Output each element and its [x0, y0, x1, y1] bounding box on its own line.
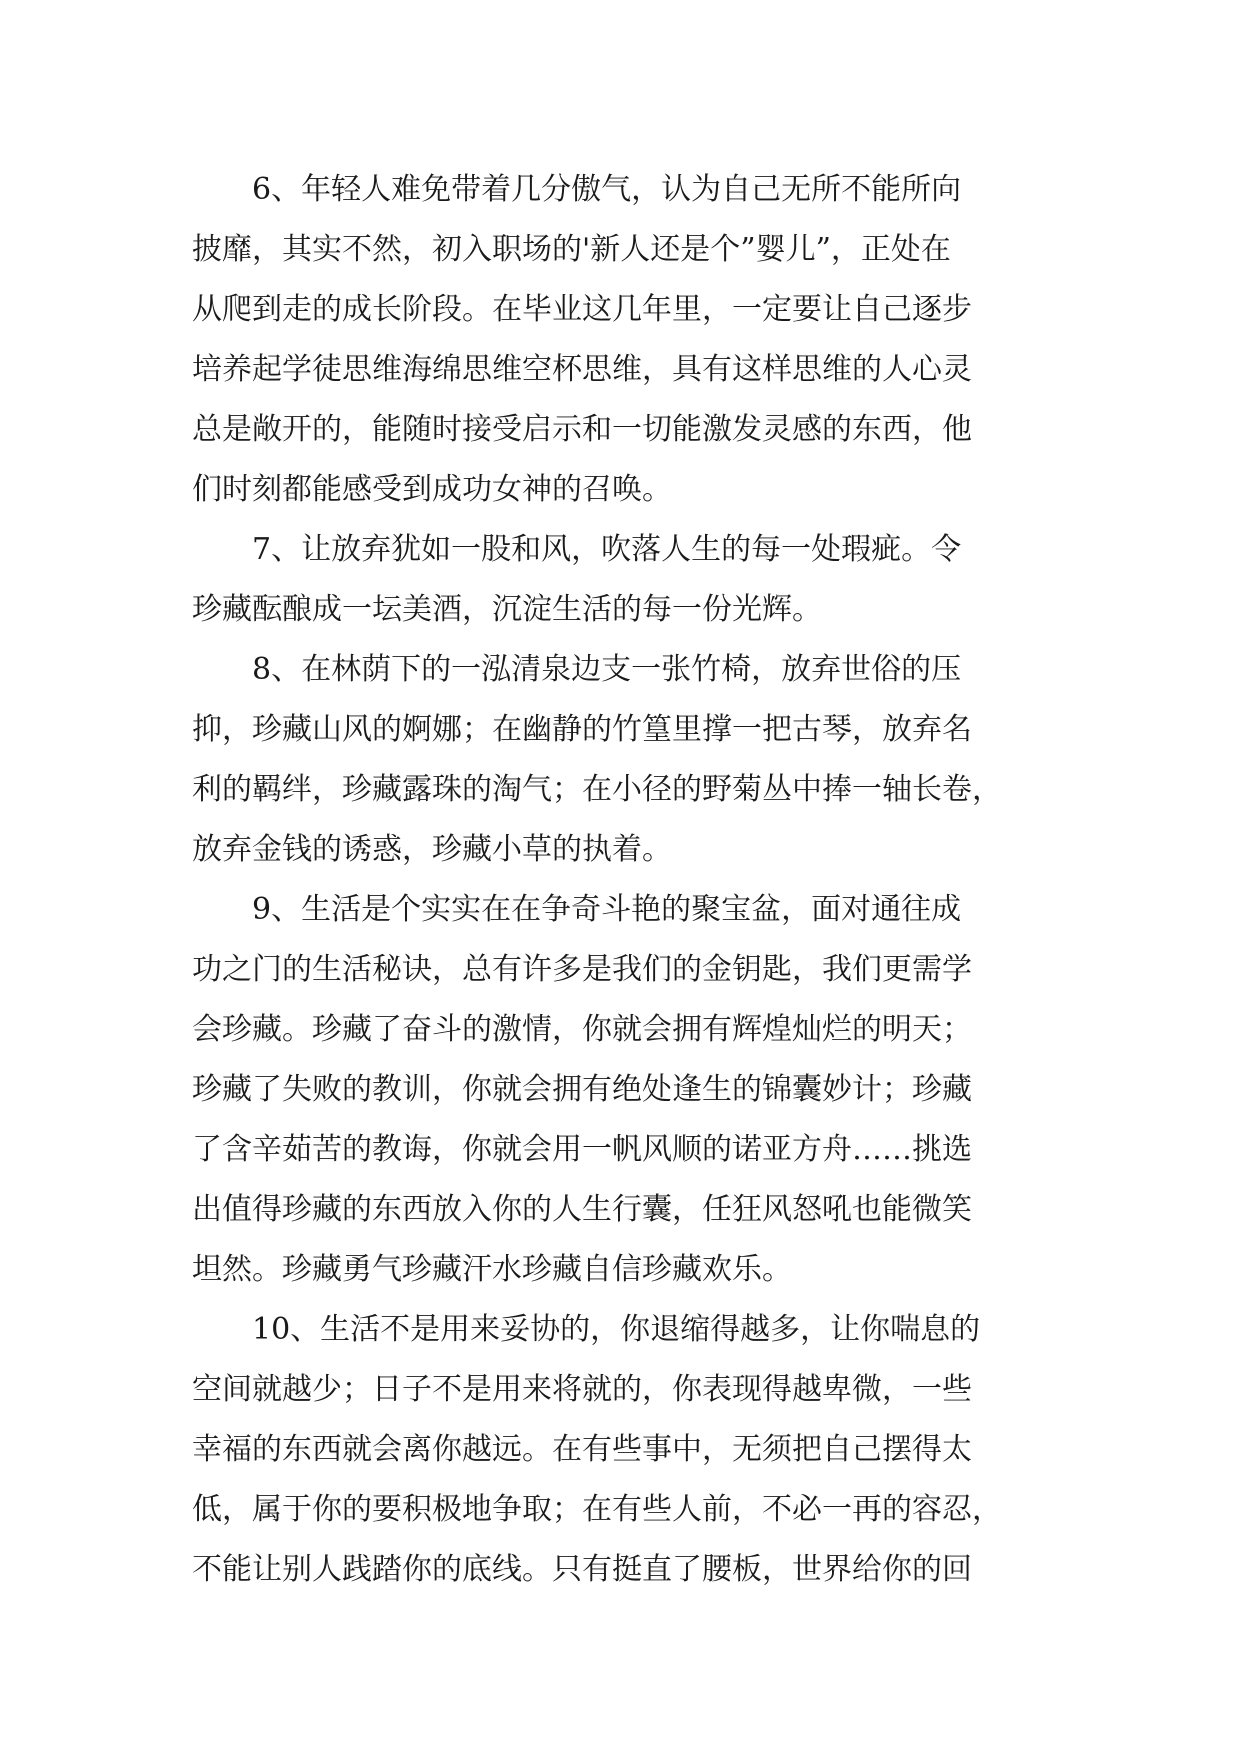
- paragraph-10-line-1: 10、生活不是用来妥协的，你退缩得越多，让你喘息的: [252, 1312, 981, 1347]
- paragraph-6-line-4: 培养起学徒思维海绵思维空杯思维，具有这样思维的人心灵: [192, 352, 972, 387]
- paragraph-10-line-5: 不能让别人践踏你的底线。只有挺直了腰板，世界给你的回: [192, 1552, 972, 1587]
- paragraph-8-line-2: 抑，珍藏山风的婀娜；在幽静的竹篁里撑一把古琴，放弃名: [192, 712, 972, 747]
- paragraph-6-line-6: 们时刻都能感受到成功女神的召唤。: [192, 472, 672, 507]
- paragraph-6-line-2: 披靡，其实不然，初入职场的'新人还是个”婴儿”，正处在: [192, 232, 951, 267]
- paragraph-6-line-1: 6、年轻人难免带着几分傲气，认为自己无所不能所向: [252, 172, 962, 207]
- paragraph-6-line-3: 从爬到走的成长阶段。在毕业这几年里，一定要让自己逐步: [192, 292, 972, 327]
- document-body: [192, 160, 1052, 1600]
- paragraph-8-line-4: 放弃金钱的诱惑，珍藏小草的执着。: [192, 832, 672, 867]
- paragraph-9-line-7: 坦然。珍藏勇气珍藏汗水珍藏自信珍藏欢乐。: [192, 1252, 792, 1287]
- paragraph-9-line-5: 了含辛茹苦的教诲，你就会用一帆风顺的诺亚方舟……挑选: [192, 1132, 972, 1167]
- paragraph-9-line-2: 功之门的生活秘诀，总有许多是我们的金钥匙，我们更需学: [192, 952, 972, 987]
- paragraph-6-line-5: 总是敞开的，能随时接受启示和一切能激发灵感的东西，他: [192, 412, 972, 447]
- paragraph-9-line-6: 出值得珍藏的东西放入你的人生行囊，任狂风怒吼也能微笑: [192, 1192, 972, 1227]
- paragraph-7-line-1: 7、让放弃犹如一股和风，吹落人生的每一处瑕疵。令: [252, 532, 962, 567]
- paragraph-9-line-3: 会珍藏。珍藏了奋斗的激情，你就会拥有辉煌灿烂的明天；: [192, 1012, 972, 1047]
- paragraph-7-line-2: 珍藏酝酿成一坛美酒，沉淀生活的每一份光辉。: [192, 592, 822, 627]
- paragraph-10-line-4: 低，属于你的要积极地争取；在有些人前，不必一再的容忍，: [192, 1492, 1002, 1527]
- paragraph-10-line-3: 幸福的东西就会离你越远。在有些事中，无须把自己摆得太: [192, 1432, 972, 1467]
- paragraph-8-line-3: 利的羁绊，珍藏露珠的淘气；在小径的野菊丛中捧一轴长卷，: [192, 772, 1002, 807]
- paragraph-9-line-1: 9、生活是个实实在在争奇斗艳的聚宝盆，面对通往成: [252, 892, 962, 927]
- paragraph-8-line-1: 8、在林荫下的一泓清泉边支一张竹椅，放弃世俗的压: [252, 652, 962, 687]
- paragraph-9-line-4: 珍藏了失败的教训，你就会拥有绝处逢生的锦囊妙计；珍藏: [192, 1072, 972, 1107]
- paragraph-10-line-2: 空间就越少；日子不是用来将就的，你表现得越卑微，一些: [192, 1372, 972, 1407]
